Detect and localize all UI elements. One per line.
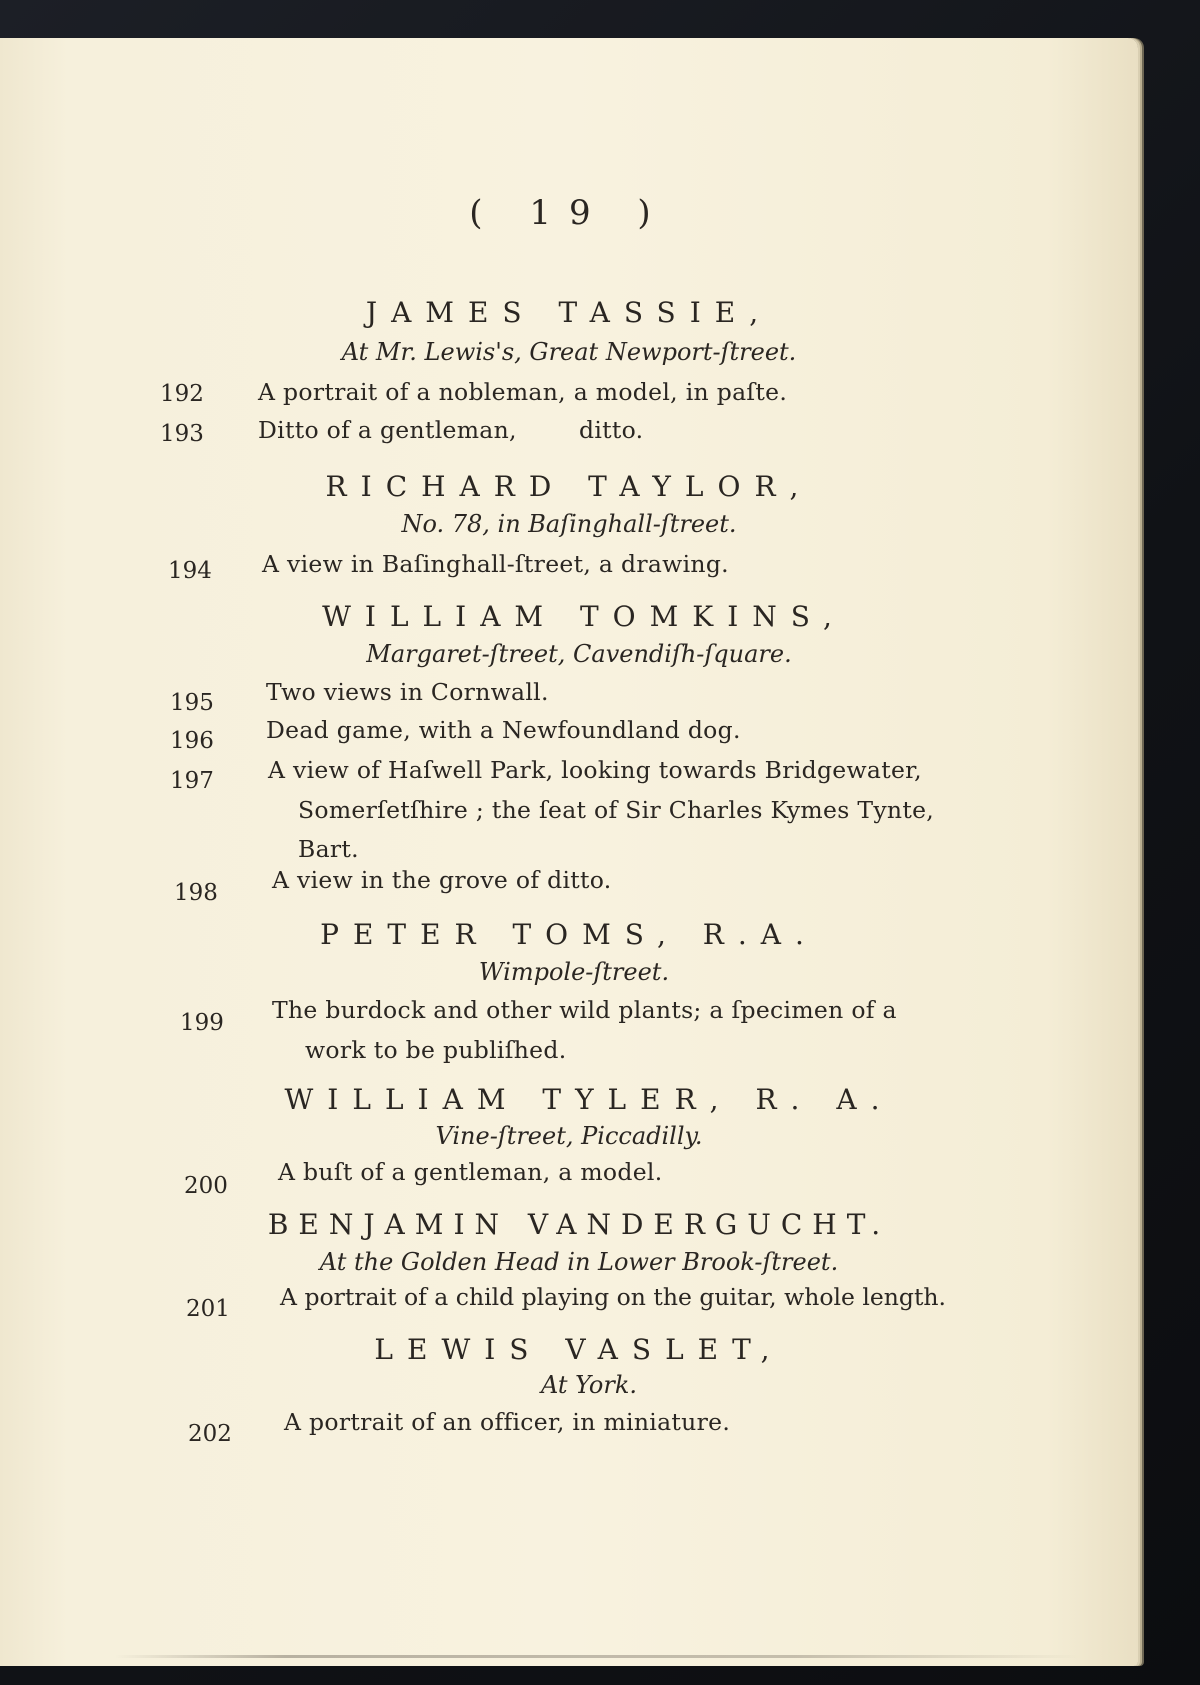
exhibitor-address: Wimpole-ſtreet. (478, 958, 670, 986)
page-number: ( 19 ) (469, 193, 669, 233)
exhibitor-address: At York. (540, 1371, 638, 1399)
catalogue-number: 194 (168, 558, 212, 584)
exhibitor-address: At the Golden Head in Lower Brook-ſtreet. (319, 1248, 839, 1276)
entry-description: Ditto of a gentleman, ditto. (258, 416, 644, 444)
exhibitor-address: Vine-ſtreet, Piccadilly. (435, 1122, 703, 1150)
exhibitor-name: WILLIAM TOMKINS, (322, 600, 846, 633)
catalogue-number: 195 (170, 690, 214, 716)
catalogue-number: 196 (170, 728, 214, 754)
exhibitor-name: WILLIAM TYLER, R. A. (284, 1083, 894, 1116)
exhibitor-name: PETER TOMS, R.A. (320, 918, 818, 951)
entry-description: A portrait of an officer, in miniature. (284, 1408, 731, 1436)
catalogue-number: 192 (160, 381, 204, 407)
catalogue-number: 201 (186, 1296, 230, 1322)
entry-continuation: Somerſetſhire ; the ſeat of Sir Charles Kymes Tynte, (298, 796, 935, 824)
catalogue-number: 199 (180, 1010, 224, 1036)
exhibitor-name: BENJAMIN VANDERGUCHT. (267, 1208, 891, 1241)
entry-description: A portrait of a child playing on the guitar, whole length. (280, 1283, 947, 1311)
entry-description: A view in Baſinghall-ſtreet, a drawing. (262, 550, 729, 578)
entry-description: Two views in Cornwall. (266, 678, 549, 706)
entry-description: The burdock and other wild plants; a ſpecimen of a (272, 996, 897, 1024)
entry-continuation: work to be publiſhed. (305, 1036, 567, 1064)
exhibitor-address: Margaret-ſtreet, Cavendiſh-ſquare. (366, 640, 792, 668)
entry-description: Dead game, with a Newfoundland dog. (266, 716, 741, 744)
exhibitor-address: No. 78, in Baſinghall-ſtreet. (401, 510, 737, 538)
entry-description: A buſt of a gentleman, a model. (278, 1158, 663, 1186)
exhibitor-address: At Mr. Lewis's, Great Newport-ſtreet. (341, 338, 797, 366)
catalogue-number: 197 (170, 768, 214, 794)
catalogue-number: 202 (188, 1421, 232, 1447)
catalogue-number: 200 (184, 1173, 228, 1199)
entry-description: A view in the grove of ditto. (272, 866, 612, 894)
exhibitor-name: JAMES TASSIE, (365, 296, 773, 329)
entry-continuation: Bart. (298, 835, 359, 863)
exhibitor-name: LEWIS VASLET, (374, 1333, 784, 1366)
entry-description: A view of Haſwell Park, looking towards Bridgewater, (268, 756, 922, 784)
exhibitor-name: RICHARD TAYLOR, (325, 470, 813, 503)
book-page (0, 38, 1138, 1666)
catalogue-number: 198 (174, 880, 218, 906)
entry-description: A portrait of a nobleman, a model, in paſte. (258, 378, 788, 406)
catalogue-number: 193 (160, 421, 204, 447)
